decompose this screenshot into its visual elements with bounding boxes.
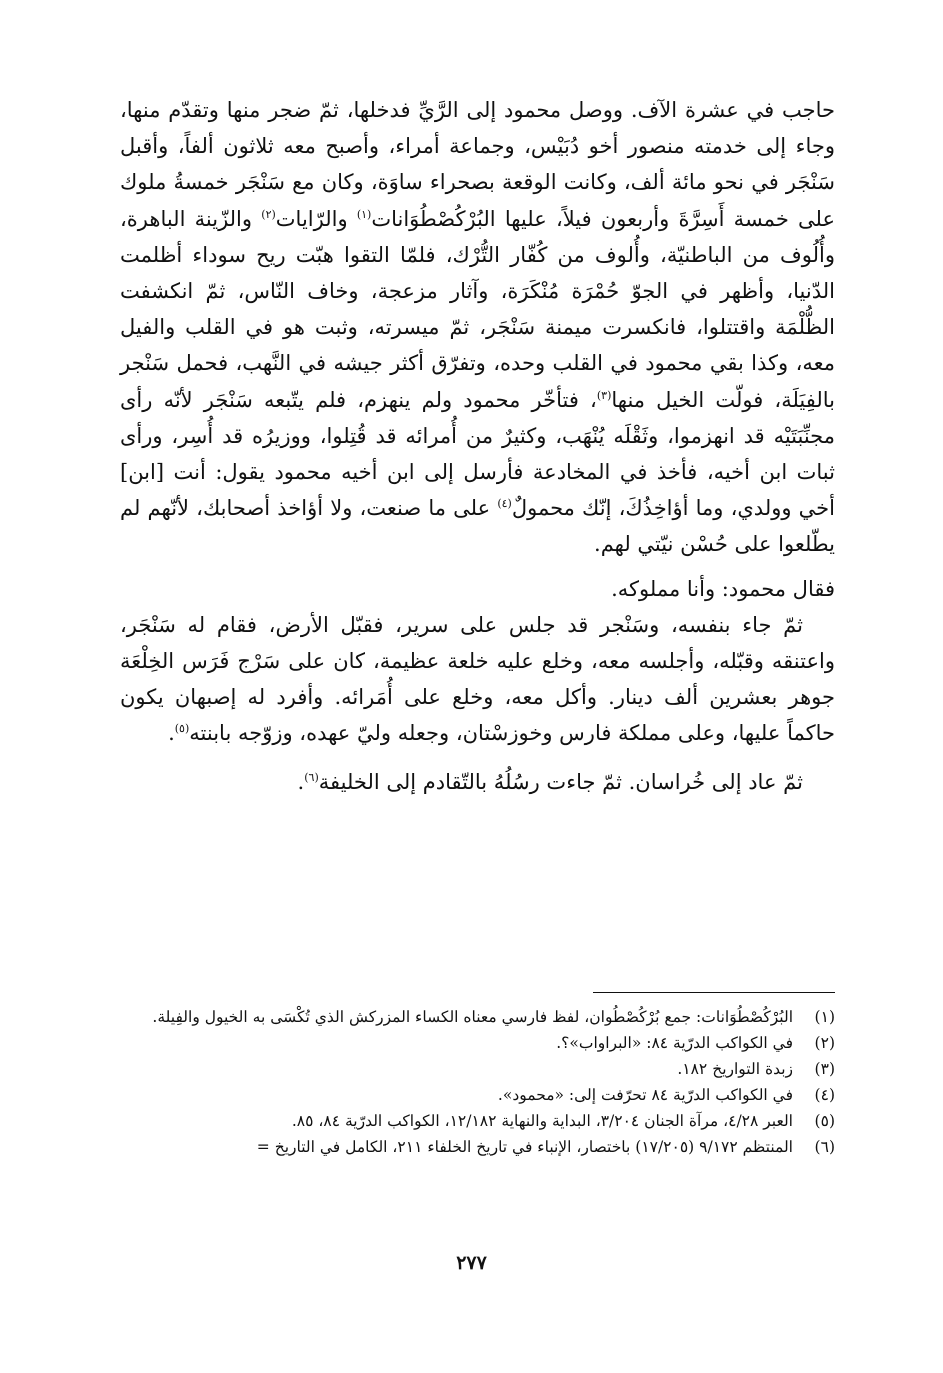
footnote-text: في الكواكب الدرّية ٨٤ تحرّفت إلى: «محمود».: [497, 1086, 793, 1104]
para1-text-4: ، فتأخّر محمود ولم ينهزم، فلم يتّبعه سَنْجَر لأنّه رأى مجنِّبَتَيْه قد انهزموا، وثَقْلَه يُنْهَب، وكثيرٌ من أُمرائه قد قُتِلوا، ووزيرُه قد أُسِر، ورأى ثبات ابن أخيه، فأخذ في المخادعة فأرسل إلى ابن أخيه محمود يقول: أنت [ابن] أخي وولدي، وما أؤاخِذُكَ، إنّك محمولٌ: [120, 387, 835, 521]
footnote-number: (٥): [814, 1112, 835, 1130]
footnotes: [120, 1004, 835, 1160]
para4-text-1: ثمّ عاد إلى خُراسان. ثمّ جاءت رسُلُهُ بالتّقادم إلى الخليفة: [318, 769, 803, 794]
paragraph-2: [120, 571, 835, 607]
main-text: [120, 92, 835, 800]
footnote-text: المنتظم ٩/١٧٢ (١٧/٢٠٥) باختصار، الإنباء في تاريخ الخلفاء ٢١١، الكامل في التاريخ =: [256, 1138, 793, 1156]
footnote-ref-3: (٣): [596, 388, 612, 402]
footnote-2: [120, 1030, 835, 1056]
para3-text-2: .: [168, 721, 175, 746]
paragraph-3: [120, 607, 835, 752]
para4-text-2: .: [297, 769, 305, 794]
footnote-number: (٦): [814, 1138, 835, 1156]
footnote-divider: [593, 992, 835, 993]
para1-text-5: على ما صنعت، ولا أؤاخذ أصحابك، لأنّهم لم يطّلعوا على حُسْن نيّتي لهم.: [120, 496, 835, 557]
page-number: ٢٧٧: [456, 1252, 487, 1274]
footnote-number: (٤): [814, 1086, 835, 1104]
footnote-ref-6: (٦): [304, 770, 319, 784]
footnote-ref-2: (٢): [261, 207, 276, 221]
footnote-number: (٣): [814, 1060, 835, 1078]
footnote-text: العبر ٤/٢٨، مرآة الجنان ٣/٢٠٤، البداية والنهاية ١٢/١٨٢، الكواكب الدرّية ٨٤، ٨٥.: [291, 1112, 793, 1130]
footnote-ref-4: (٤): [497, 497, 512, 511]
para1-text-1: حاجب في عشرة الآف. ووصل محمود إلى الرَّيِّ فدخلها، ثمّ ضجر منها وتقدّم منها، وجاء إلى خدمته منصور أخو دُبَيْس، وجماعة أمراء، وأصبح معه ثلاثون ألفاً، وأقبل سَنْجَر في نحو مائة ألف، وكانت الوقعة بصحراء ساوَة، وكان مع سَنْجَر خمسةُ ملوك على خمسة أَسِرَّةَ وأربعون فيلاً، عليها البُرْكُصْطُوَانات: [120, 98, 836, 231]
footnote-number: (٢): [814, 1034, 835, 1052]
para2-text: فقال محمود: وأنا مملوكه.: [611, 576, 835, 601]
paragraph-1: [120, 92, 835, 563]
footnote-text: البُرْكُصْطُوَانات: جمع بُرْكُصْطُوان، لفظ فارسي معناه الكساء المزركش الذي تُكْسَى به الخيول والفِيلة.: [152, 1008, 793, 1026]
footnote-number: (١): [814, 1008, 835, 1026]
para3-text-1: ثمّ جاء بنفسه، وسَنْجر قد جلس على سرير، فقبّل الأرض، فقام له سَنْجَر، واعتنقه وقبّله، وأجلسه معه، وخلع عليه خلعة عظيمة، كان على سَرْج فَرَس الخِلْعَة جوهر بعشرين ألف دينار. وأكل معه، وخلع على أُمَرائه. وأفرد له إصبهان يكون حاكماً عليها، وعلى مملكة فارس وخوزسْتان، وجعله وليّ عهده، وزوّجه بابنته: [120, 612, 835, 746]
footnote-4: [120, 1082, 835, 1108]
para1-text-2: والرّايات: [275, 206, 357, 231]
footnote-ref-5: (٥): [174, 722, 190, 736]
footnote-text: في الكواكب الدرّية ٨٤: «البراواب»؟.: [556, 1034, 793, 1052]
footnote-5: [120, 1108, 835, 1134]
footnote-1: [120, 1004, 835, 1030]
para1-text-3: والزّينة الباهرة، وأُلُوف من الباطنيّة، وأُلوف من كُفّار التُّرْك، فلمّا التقوا هبّت ريح سوداء أظلمت الدّنيا، وأظهر في الجوّ حُمْرَة مُنْكَرَة، وآثار مزعجة، وخاف النّاس، ثمّ انكشفت الظُّلْمَة واقتتلوا، فانكسرت ميمنة سَنْجَر، ثمّ ميسرته، وثبت هو في القلب والفيل معه، وكذا بقي محمود في القلب وحده، وتفرّق أكثر جيشه في النَّهب، فحمل سَنْجر بالفِيَلَة، فولّت الخيل منها: [120, 206, 836, 412]
footnote-3: [120, 1056, 835, 1082]
footnote-6: [120, 1134, 835, 1160]
footnote-text: زبدة التواريخ ١٨٢.: [677, 1060, 793, 1078]
paragraph-4: [120, 764, 835, 800]
footnote-ref-1: (١): [356, 207, 372, 221]
